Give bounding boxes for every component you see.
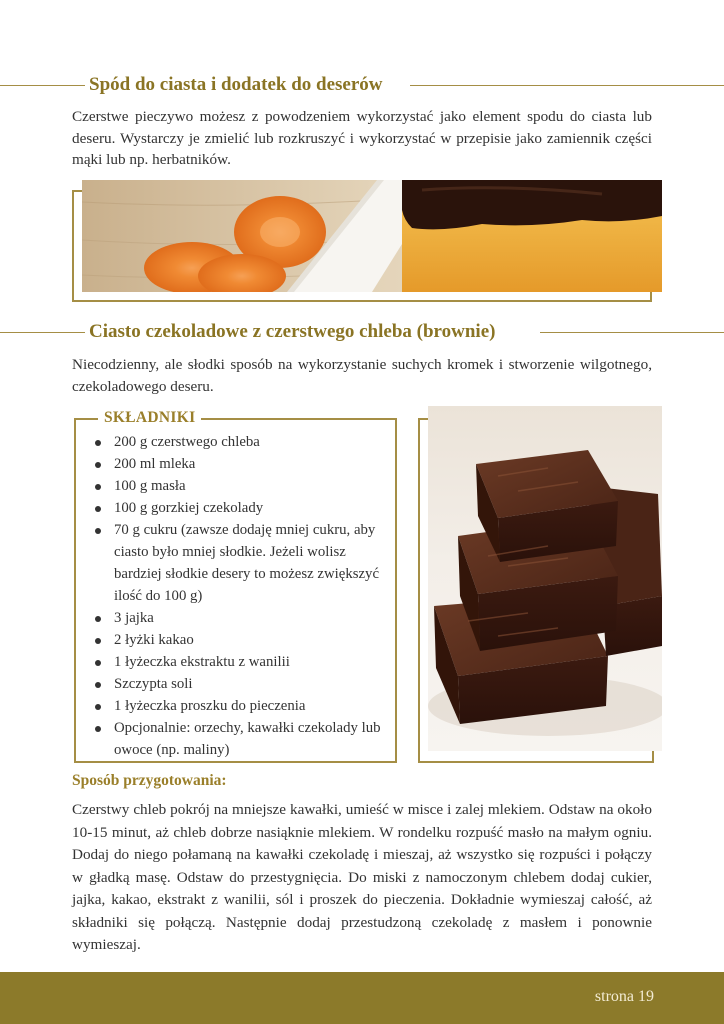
list-item: 1 łyżeczka ekstraktu z wanilii [92, 651, 390, 673]
list-item: 200 ml mleka [92, 453, 390, 475]
list-item: 100 g masła [92, 475, 390, 497]
method-title: Sposób przygotowania: [72, 772, 227, 789]
heading-rule-right [540, 332, 724, 333]
section-heading-row [0, 73, 724, 97]
list-item: 3 jajka [92, 607, 390, 629]
page-footer [0, 972, 724, 1024]
section-heading-row [0, 320, 724, 344]
section-paragraph: Czerstwe pieczywo możesz z powodzeniem wykorzystać jako element spodu do ciasta lub deseru. Wystarczy je zmielić lub rozkruszyć i wykorzystać w przepisie jako zamiennik części mąki lub np. herbatników. [72, 108, 652, 168]
list-item: 200 g czerstwego chleba [92, 431, 390, 453]
list-item: 70 g cukru (zawsze dodaję mniej cukru, aby ciasto było mniej słodkie. Jeżeli wolisz bardziej słodkie desery to możesz zwiększyć ilość do 100 g) [92, 519, 390, 607]
list-item: 2 łyżki kakao [92, 629, 390, 651]
heading-rule-left [0, 85, 90, 86]
list-item: Szczypta soli [92, 673, 390, 695]
list-item: 100 g gorzkiej czekolady [92, 497, 390, 519]
list-item: Opcjonalnie: orzechy, kawałki czekolady lub owoce (np. maliny) [92, 717, 390, 761]
ingredients-title: SKŁADNIKI [98, 408, 201, 428]
heading-rule-right [410, 85, 724, 86]
list-item: 1 łyżeczka proszku do pieczenia [92, 695, 390, 717]
section-heading: Ciasto czekoladowe z czerstwego chleba (brownie) [85, 320, 499, 344]
page-number: strona 19 [594, 988, 654, 1005]
brownie-photo [428, 406, 662, 751]
heading-rule-left [0, 332, 90, 333]
section-heading: Spód do ciasta i dodatek do deserów [85, 73, 387, 97]
method-paragraph: Czerstwy chleb pokrój na mniejsze kawałki, umieść w misce i zalej mlekiem. Odstaw na około 10-15 minut, aż chleb dobrze nasiąknie mlekiem. W rondelku rozpuść masło na małym ogniu. Dodaj do niego połamaną na kawałki czekoladę i mieszaj, aż wszystko się rozpuści i połączy w gładką masę. Odstaw do przestygnięcia. Do miski z namoczonym chlebem dodaj cukier, jajka, kakao, ekstrakt z wanilii, sól i proszek do pieczenia. Dokładnie wymieszaj całość, aż składniki się połączą. Następnie dodaj przestudzoną czekoladę z masłem i ponownie wymieszaj. [72, 801, 652, 953]
ingredients-list [92, 431, 390, 761]
section-paragraph: Niecodzienny, ale słodki sposób na wykorzystanie suchych kromek i stworzenie wilgotnego, czekoladowego deseru. [72, 356, 652, 395]
carrot-cake-photo [82, 180, 662, 292]
